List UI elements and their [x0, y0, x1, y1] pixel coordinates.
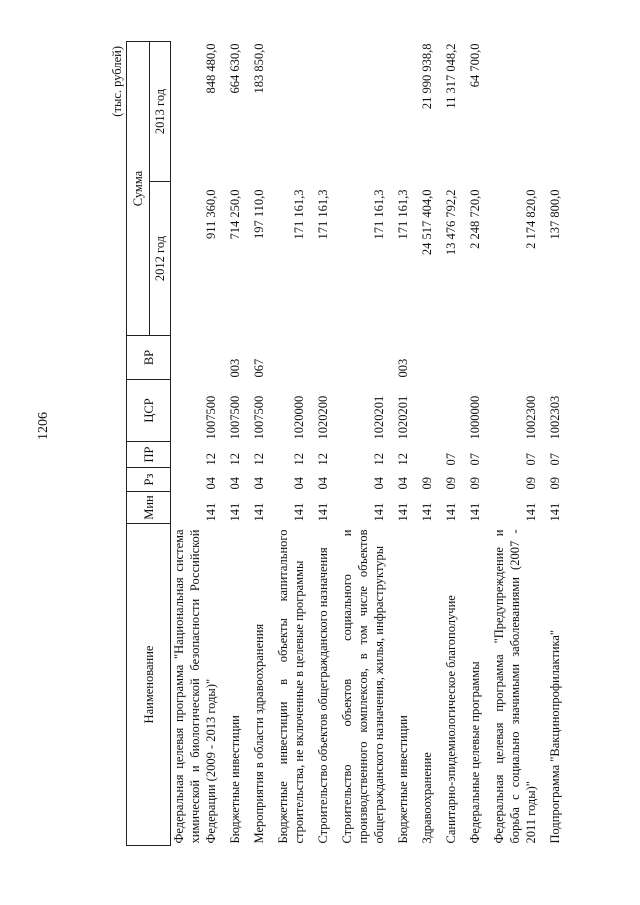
cell-name: Федеральная целевая программа "Национальная система химической и биологической безопасности Российской Федерации (2009 - 2013 годы)" [172, 529, 218, 844]
cell-rz: 09 [468, 477, 482, 490]
table-row [435, 42, 459, 846]
cell-min: 141 [204, 502, 218, 522]
cell-amount-2012: 197 110,0 [252, 189, 266, 240]
cell-min: 141 [420, 502, 434, 522]
cell-csr [435, 380, 459, 442]
header-rz: Рз [127, 468, 171, 492]
cell-csr: 1007500 [228, 395, 242, 440]
cell-min: 141 [524, 502, 538, 522]
table-row [483, 42, 539, 846]
cell-vr [483, 336, 539, 380]
cell-pr: 12 [252, 453, 266, 466]
cell-rz: 09 [444, 477, 458, 490]
table-row [459, 42, 483, 846]
cell-min: 141 [444, 502, 458, 522]
cell-vr [171, 336, 220, 380]
cell-vr [331, 336, 387, 380]
budget-table [126, 41, 563, 846]
cell-vr [411, 336, 435, 380]
cell-pr [411, 442, 435, 468]
cell-amount-2013 [539, 42, 563, 182]
cell-amount-2013: 64 700,0 [468, 43, 482, 88]
cell-pr: 07 [444, 453, 458, 466]
cell-vr [539, 336, 563, 380]
cell-pr: 12 [396, 453, 410, 466]
table-row [331, 42, 387, 846]
cell-pr: 12 [316, 453, 330, 466]
cell-rz: 04 [204, 477, 218, 490]
cell-name: Бюджетные инвестиции [228, 715, 242, 844]
rotated-page-content [110, 42, 562, 846]
cell-name: Санитарно-эпидемиологическое благополучие [444, 595, 458, 844]
cell-amount-2012: 24 517 404,0 [420, 189, 434, 256]
cell-amount-2013 [483, 42, 539, 182]
header-year-2012: 2012 год [150, 182, 171, 336]
cell-min: 141 [548, 502, 562, 522]
header-sum: Сумма [127, 42, 150, 336]
cell-vr [435, 336, 459, 380]
cell-min: 141 [292, 502, 306, 522]
cell-pr: 07 [548, 453, 562, 466]
cell-rz: 09 [420, 477, 434, 490]
table-row [267, 42, 307, 846]
cell-rz: 04 [372, 477, 386, 490]
cell-amount-2013: 21 990 938,8 [420, 43, 434, 110]
table-header [127, 42, 171, 846]
cell-name: Подпрограмма "Вакцинопрофилактика" [548, 629, 562, 844]
cell-rz: 04 [316, 477, 330, 490]
cell-amount-2012: 171 161,3 [316, 189, 330, 240]
cell-rz: 09 [524, 477, 538, 490]
cell-vr: 003 [228, 358, 242, 378]
cell-amount-2013 [307, 42, 331, 182]
cell-csr: 1002303 [548, 395, 562, 440]
cell-min: 141 [396, 502, 410, 522]
cell-amount-2012: 2 174 820,0 [524, 189, 538, 249]
cell-pr: 12 [204, 453, 218, 466]
cell-min: 141 [468, 502, 482, 522]
cell-amount-2012: 171 161,3 [292, 189, 306, 240]
cell-amount-2012: 171 161,3 [372, 189, 386, 240]
cell-amount-2012: 911 360,0 [204, 189, 218, 240]
cell-amount-2013: 183 850,0 [252, 43, 266, 94]
cell-rz: 04 [252, 477, 266, 490]
cell-vr: 003 [396, 358, 410, 378]
cell-min: 141 [372, 502, 386, 522]
header-csr: ЦСР [127, 380, 171, 442]
cell-name: Бюджетные инвестиции [396, 715, 410, 844]
cell-amount-2013: 848 480,0 [204, 43, 218, 94]
cell-csr [411, 380, 435, 442]
header-pr: ПР [127, 442, 171, 468]
table-row [539, 42, 563, 846]
cell-csr: 1007500 [204, 395, 218, 440]
header-year-2013: 2013 год [150, 42, 171, 182]
cell-csr: 1007500 [252, 395, 266, 440]
cell-name: Строительство объектов социального и производственного комплексов, в том числе объектов общегражданского назначения, жилья, инфраструктуры [340, 529, 386, 844]
header-min: Мин [127, 492, 171, 524]
cell-rz: 04 [292, 477, 306, 490]
cell-csr: 1020200 [316, 395, 330, 440]
table-row [171, 42, 220, 846]
table-row [307, 42, 331, 846]
cell-vr [459, 336, 483, 380]
header-vr: ВР [127, 336, 171, 380]
cell-pr: 12 [372, 453, 386, 466]
table-row [411, 42, 435, 846]
cell-csr: 1020201 [396, 395, 410, 440]
cell-name: Здравоохранение [420, 752, 434, 844]
cell-vr: 067 [252, 358, 266, 378]
cell-name: Федеральные целевые программы [468, 661, 482, 844]
header-name: Наименование [127, 524, 171, 846]
cell-amount-2012: 714 250,0 [228, 189, 242, 240]
cell-pr: 12 [228, 453, 242, 466]
cell-amount-2012: 13 476 792,2 [444, 189, 458, 256]
cell-pr: 12 [292, 453, 306, 466]
cell-amount-2012: 2 248 720,0 [468, 189, 482, 249]
cell-pr: 07 [468, 453, 482, 466]
cell-vr [307, 336, 331, 380]
cell-csr: 1020000 [292, 395, 306, 440]
cell-pr: 07 [524, 453, 538, 466]
cell-csr: 1020201 [372, 395, 386, 440]
cell-name: Мероприятия в области здравоохранения [252, 623, 266, 844]
table-row [219, 42, 243, 846]
cell-csr: 1002300 [524, 395, 538, 440]
cell-rz: 09 [548, 477, 562, 490]
cell-vr [267, 336, 307, 380]
table-row [243, 42, 267, 846]
cell-name: Бюджетные инвестиции в объекты капитального строительства, не включенные в целевые программы [276, 529, 306, 844]
cell-min: 141 [252, 502, 266, 522]
cell-amount-2013 [267, 42, 307, 182]
cell-min: 141 [228, 502, 242, 522]
table-body [171, 42, 564, 846]
cell-amount-2013: 664 630,0 [228, 43, 242, 94]
cell-amount-2012: 171 161,3 [396, 189, 410, 240]
units-label: (тыс. рублей) [110, 46, 124, 117]
cell-amount-2013 [387, 42, 411, 182]
cell-amount-2013 [331, 42, 387, 182]
cell-name: Строительство объектов общегражданского назначения [316, 547, 330, 844]
cell-min: 141 [316, 502, 330, 522]
page-number: 1206 [36, 412, 51, 440]
table-row [387, 42, 411, 846]
cell-csr: 1000000 [468, 395, 482, 440]
cell-name: Федеральная целевая программа "Предупреждение и борьба с социально значимыми заболеваниями (2007 - 2011 годы)" [492, 529, 538, 844]
cell-amount-2012: 137 800,0 [548, 189, 562, 240]
cell-rz: 04 [396, 477, 410, 490]
cell-amount-2013: 11 317 048,2 [444, 43, 458, 109]
cell-rz: 04 [228, 477, 242, 490]
